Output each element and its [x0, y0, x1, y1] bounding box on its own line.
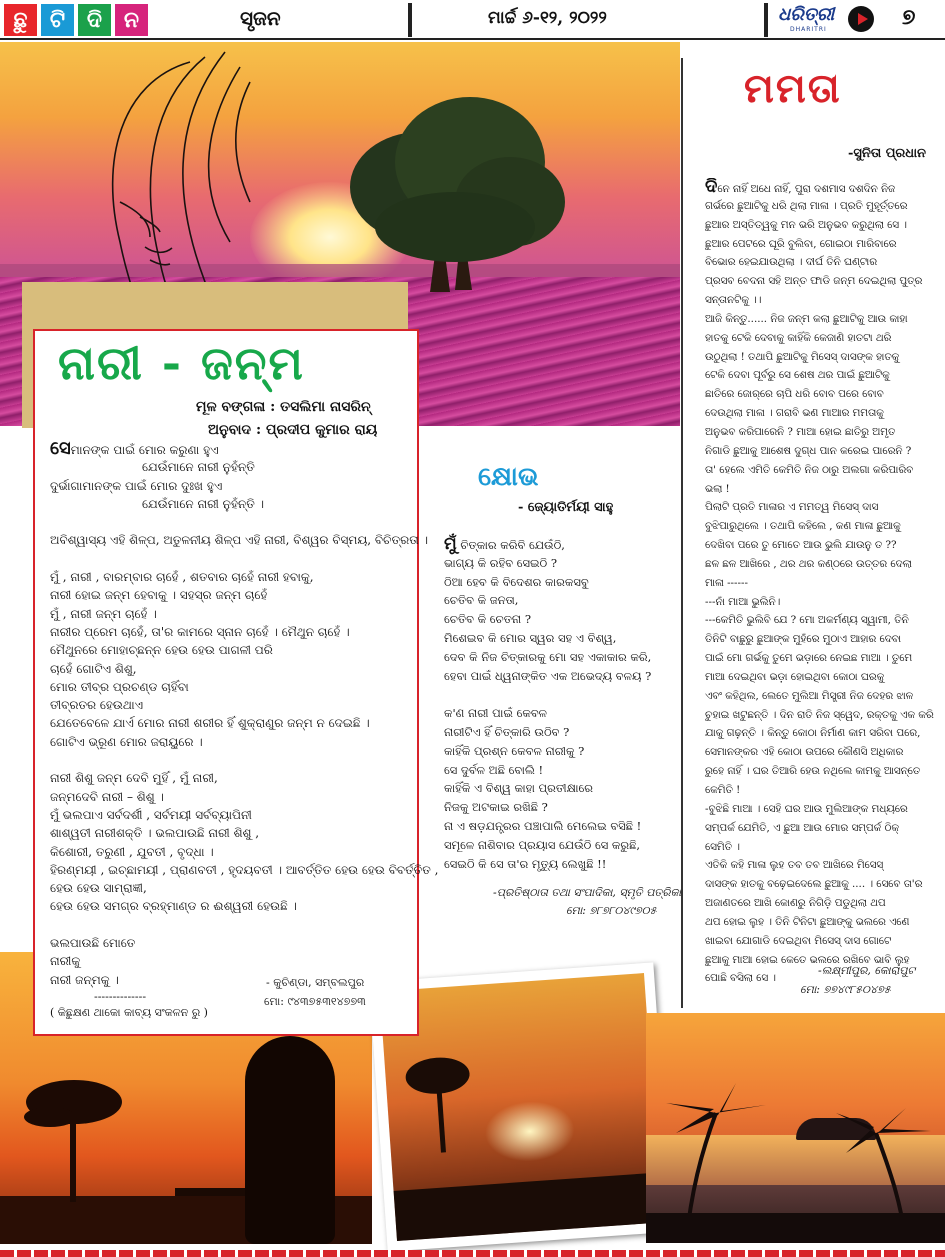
paper-logo: ଧରିତ୍ରୀ — [778, 4, 835, 25]
mid_poem-line-text: କାହିଁକି ଏ ବିଶ୍ୱ କାହା ପ୍ରତୀକ୍ଷାରେ — [444, 781, 593, 796]
stanza-gap — [444, 685, 684, 704]
poem-line-text: ଯେତେବେଳେ ଯାର୍ଏ ମୋର ନାରୀ ଶରୀର ହିଁ ଶୁକ୍ରାଣୁର ଜନ୍ମ ନ ଦେଇଛି । — [50, 716, 370, 731]
mid_poem-line — [444, 723, 684, 742]
story-line-text: ଦାସଙ୍କ ହାତକୁ ବଢ଼େଇଦେଲେ ଛୁଆକୁ .... । ସେବେ ତା'ର — [705, 878, 923, 891]
poem-line-text: ଯେଉଁମାନେ ନାରୀ ନୁହଁନ୍ତି । — [142, 496, 264, 511]
poem-line — [50, 531, 428, 549]
mid_poem-line-text: କାହିଁକି ପ୍ରଶ୍ନ କେବଳ ନାରୀକୁ ? — [444, 743, 585, 758]
story-line — [705, 442, 935, 461]
stanza-gap — [50, 513, 410, 531]
story-line-text: ---ନାଁ ମାଆ ଭୁଲିନି। — [705, 595, 781, 608]
section-label: ସୃଜନ — [240, 6, 281, 30]
poem-line — [50, 843, 410, 861]
poem-line — [50, 623, 410, 641]
mid_poem-line — [444, 798, 684, 817]
poem-line-text: ନାରୀର ପ୍ରେମ ଚାହେଁ, ତା'ର କାମରେ ସ୍ନାନ ଚାହେଁ । ମୈଥୁନ ଚାହେଁ । — [50, 624, 350, 639]
poem-line-text: ହେଉ ହେଉ ସମଗ୍ର ବ୍ରହ୍ମାଣ୍ଡ ର ଈଶ୍ୱରୀ ହେଉଛି । — [50, 899, 297, 914]
stanza-gap — [50, 916, 410, 934]
mid-poem-signature-role: -ପ୍ରତିଷ୍ଠାତା ତଥା ସଂପାଦିକା, ସ୍ମୃତି ପତ୍ରିକା — [493, 886, 682, 899]
story-line — [705, 291, 935, 310]
play-icon — [848, 6, 874, 32]
page-header — [0, 0, 945, 40]
mid_poem-line — [444, 817, 684, 836]
story-line — [705, 574, 935, 593]
poem-line — [50, 714, 410, 732]
mid-poem-body — [444, 535, 684, 873]
poem-line-text: ଜନ୍ମଦେବି ନାରୀ – ଶିଶୁ । — [50, 789, 164, 804]
story-line-text: ରୁହେ ନାହିଁ । ଘର ତିଆରି ହେଉ ନଥିଲେ କାମକୁ ଆସନ୍ତେ — [705, 765, 921, 778]
poem-line — [50, 897, 410, 915]
mid_poem-line — [444, 667, 684, 686]
dancer-silhouette — [245, 1036, 335, 1244]
story-line-text: ଛଳ ଛଳ ଆଖିରେ , ଥର ଥର କଣ୍ଠରେ ଉତ୍ତର ଦେଲା — [705, 557, 912, 570]
original-credit: ମୂଳ ବଙ୍ଗଳା : ତସଲିମା ନାସରିନ୍ — [196, 399, 371, 415]
mid_poem-line — [444, 742, 684, 761]
story-line-text: ତା' ହେଲେ ଏମିତି କେମିତି ନିଜ ଠାରୁ ଅଲଗା କରିପାରିବ — [705, 463, 914, 476]
story-line-text: ସମ୍ପର୍କ ଯେମିତି, ଏ ଛୁଆ ଆଉ ମୋର ସମ୍ପର୍କ ଠିକ୍ — [705, 821, 899, 834]
story-line — [705, 536, 935, 555]
poem-line-text: ନାରୀ ଜନ୍ମକୁ । — [50, 972, 119, 987]
story-line — [705, 197, 935, 216]
stanza-gap — [50, 550, 410, 568]
poem-line — [50, 495, 410, 513]
story-line-text: ---କେମିତି ଭୁଲିବି ଯେ ? ମୋ ଅକର୍ମଣ୍ୟ ସ୍ୱାମୀ, ତିନି — [705, 614, 909, 627]
story-line — [705, 461, 935, 480]
poem-line-text: ନାରୀ ଶିଶୁ ଜନ୍ମ ଦେବି ମୁହିଁ , ମୁଁ ନାରୀ, — [50, 771, 218, 786]
poem-title: ନାରୀ - ଜନ୍ମ — [58, 336, 305, 390]
bench-silhouette — [175, 1188, 253, 1196]
poem-line — [50, 477, 410, 495]
story-line — [705, 178, 935, 197]
poem-line-text: ମୋର ତୀବ୍ର ପ୍ରଚଣ୍ଡ ଚାହିଁବା — [50, 679, 189, 694]
poem-line — [50, 660, 410, 678]
poem-line — [50, 769, 410, 787]
mid_poem-line — [444, 554, 684, 573]
beach-sunset-photo — [646, 1013, 945, 1243]
poem-line — [50, 733, 410, 751]
poem-line — [50, 824, 410, 842]
story-line — [705, 517, 935, 536]
header-divider-right — [764, 3, 768, 37]
story-line-text: ଗର୍ଭରେ ଛୁଆଟିକୁ ଧରି ଥିଲା ମାଳା । ପ୍ରତି ମୁହୂର୍ତ୍ତରେ — [705, 199, 908, 212]
story-line — [705, 555, 935, 574]
story-line — [705, 329, 935, 348]
poem-line — [50, 641, 410, 659]
brand-letter-1: ଛୁ — [13, 7, 28, 33]
story-line-text: ଟେକି ଦେବା ପୂର୍ବରୁ ସେ ଶେଷ ଥର ପାଇଁ ଛୁଆଟିକୁ — [705, 369, 890, 382]
story-signature-phone: ମୋ: ୭୭୪୯୮୫୦୪୭୫ — [800, 983, 891, 996]
story-line — [705, 875, 935, 894]
story-line-text: ଥପ ହୋଇ ଲୁହ । ତିନି ଟିନିଟା ଛୁଆଙ୍କୁ ଭଲରେ ଏଣେ — [705, 915, 910, 928]
story-line — [705, 706, 935, 725]
story-line-text: -ବୁଝିଛି ମାଆ । ସେହି ଘର ଆଉ ମୁଲିଆଙ୍କ ମଧ୍ୟରେ — [705, 802, 908, 815]
mid_poem-line-text: ନା ଏ ଷଡ଼ଯନ୍ତ୍ରର ପଞ୍ଚାପାଲି ମେଲେଇ ବସିଛି ! — [444, 818, 642, 833]
story-line — [705, 649, 935, 668]
story-line-text: ଅଜାଣତରେ ଆଖି କୋଣରୁ ନିଗିଡ଼ି ପଡୁଥିଲା ଥପ — [705, 897, 886, 910]
story-line-text: ତିନିଟି ବାଛୁରୁ ଛୁଆଙ୍କ ମୁହଁରେ ମୁଠାଏ ଆହାର ଦେବା — [705, 633, 902, 646]
brand-tile-4 — [113, 2, 150, 38]
story-line — [705, 762, 935, 781]
mid_poem-line-text: ଠିଆ ହେବ କି ବିଦେଶର କାରକସବୁ — [444, 574, 589, 589]
mid-poem-title: କ୍ଷୋଭ — [478, 462, 539, 492]
story-line-text: ଚୁହାଇ ଖଟୁଛନ୍ତି । ଦିନ ରାତି ନିଜ ସ୍ୱେଦ, ରକ୍ତକୁ ଏକ କରି — [705, 708, 934, 721]
poem-line-text: ହେଉ ହେଉ ସାମ୍ରାଜ୍ଞୀ, — [50, 881, 147, 896]
stanza-gap — [50, 751, 410, 769]
story-line — [705, 366, 935, 385]
poem-line — [50, 806, 410, 824]
poem-line-text: ମୁଁ ଭଲପାଏ ସର୍ବଦର୍ଶୀ , ସର୍ବମୟୀ ସର୍ବବ୍ୟାପିନୀ — [50, 807, 252, 822]
poem-line — [50, 696, 410, 714]
story-line-text: ପ୍ରସବ ବେଦନା ସହି ଅନ୍ତ ଫାଡି ଜନ୍ମ ଦେଇଥିଲା ପୁତ୍ର — [705, 275, 923, 288]
brand-tile-2 — [39, 2, 76, 38]
mid_poem-line-text: ଦେବ କି ନିଜ ଚିତ୍କାରକୁ ମୋ ସହ ଏକାକାର କରି, — [444, 649, 652, 664]
poem-line — [50, 952, 410, 970]
story-line-text: ଛୁଆର ପେଟରେ ଘୂରି ବୁଲିବା, ଗୋଇଠା ମାରିବାରେ — [705, 237, 897, 250]
story-line — [705, 668, 935, 687]
story-line-text: ମାଳା ------ — [705, 576, 748, 589]
poem-line-text: ଭଲପାଉଛି ମୋତେ — [50, 936, 136, 951]
story-line-text: ଏତିକି କହି ମାଳା ଲୁହ ତବ ତବ ଆଖିରେ ମିସେସ୍ — [705, 859, 884, 872]
poem-signature-phone: ମୋ: ୯୪୩୭୫୩୧୪୭୭୩ — [264, 995, 366, 1008]
mid_poem-line-text: କ'ଣ ନାରୀ ପାଇଁ କେବଳ — [444, 706, 547, 721]
story-signature-place: -ଲକ୍ଷ୍ମୀପୁର, କୋରାପୁଟ — [818, 964, 916, 977]
poem-line-text: ଚାହେଁ ଗୋଟିଏ ଶିଶୁ, — [50, 661, 137, 676]
mid_poem-line-text: ହେବା ପାଇଁ ଧ୍ୱନାଙ୍କିତ ଏକ ଅଭେଦ୍ୟ ବଳୟ ? — [444, 668, 652, 683]
poem-line-text: ମୁଁ , ନାରୀ , ବାରମ୍ବାର ଚାହେଁ , ଶତବାର ଚାହେଁ ନାରୀ ହବାକୁ, — [50, 570, 314, 585]
mid_poem-line-text: ସମୂଳେ ନାଶିବାର ପ୍ରୟାସ ଯେଉଁଠି ସେ କରୁଛି, — [444, 837, 641, 852]
story-line-text: ନେ ନାହିଁ ଅଧେ ନାହିଁ, ପୁରା ଦଶମାସ ଦଶଦିନ ନିଜ — [717, 183, 896, 195]
poem-line — [50, 458, 410, 476]
poem-source-note: ( କିଛୁକ୍ଷଣ ଥାକୋ କାବ୍ୟ ସଂକଳନ ରୁ ) — [50, 1006, 208, 1019]
mid_poem-line-text: ଭାଗ୍ୟ କି ରହିବ ସେଇଠି ? — [444, 555, 558, 570]
poem-line-text: ନାରୀ ହୋଇ ଜନ୍ମ ହେବାକୁ । ସହସ୍ର ଜନ୍ମ ଚାହେଁ — [50, 588, 268, 603]
story-line — [705, 216, 935, 235]
mid_poem-line-text: ସେ ଦୁର୍ବଳ ଅଛି ବୋଲି ! — [444, 762, 544, 777]
story-line — [705, 480, 935, 499]
story-line-text: ଉଠୁଥିଲା ! ତଥାପି ଛୁଆଟିକୁ ମିସେସ୍ ଦାସଙ୍କ ହାତକୁ — [705, 350, 900, 363]
story-line — [705, 423, 935, 442]
story-author: -ସୁନିତା ପ୍ରଧାନ — [848, 146, 926, 161]
issue-date: ମାର୍ଚ୍ଚ ୬-୧୨, ୨୦୨୨ — [488, 8, 607, 28]
mid_poem-line — [444, 704, 684, 723]
mid_poem-line — [444, 836, 684, 855]
column-rule — [681, 58, 683, 1008]
story-line-text: ସେମିତି । — [705, 840, 740, 853]
translator-credit: ଅନୁବାଦ : ପ୍ରଦୀପ କୁମାର ରାୟ — [208, 422, 378, 438]
palm-tree-icon — [646, 1013, 945, 1243]
story-line-text: ଛାତିରେ ଜୋର୍‌ରେ ଚାପି ଧରି ବୋବ ପରେ ବୋବ — [705, 388, 884, 401]
poem-line-text: ମୁଁ , ନାରୀ ଜନ୍ମ ଚାହେଁ । — [50, 606, 157, 621]
story-line-text: ପାଇଁ ମୋ ଗର୍ଭକୁ ତୁମେ ଭଡ଼ାରେ ନେଇଛ ମାଆ । ତୁମେ — [705, 652, 913, 665]
brand-tile-3 — [76, 2, 113, 38]
poem-line-text: କିଶୋରୀ, ତରୁଣୀ , ଯୁବତୀ , ବୃଦ୍ଧା । — [50, 844, 214, 859]
poem-line — [50, 586, 410, 604]
poem-line — [50, 568, 410, 586]
poem-line-text: ଶାଶ୍ୱତୀ ନାରୀଶକ୍ତି । ଭଲପାଉଛି ନାରୀ ଶିଶୁ , — [50, 826, 260, 841]
story-line — [705, 630, 935, 649]
poem-line-text: ମାନଙ୍କ ପାଇଁ ମୋର କରୁଣା ହୁଏ — [70, 443, 219, 457]
mid_poem-line-text: ନିଜକୁ ଅଟକାଇ ରଖିଛି ? — [444, 800, 548, 815]
story-line — [705, 611, 935, 630]
poem-line-text: ଯେଉଁମାନେ ନାରୀ ନୁହଁନ୍ତି — [142, 460, 255, 475]
brand-letter-4: ନ — [123, 7, 140, 33]
mid_poem-line — [444, 648, 684, 667]
poem-line-text: ତୀବ୍ରତର ହେଉଥାଏ — [50, 698, 144, 713]
story-line-text: ଦେଖିବା ପରେ ତୁ ମୋତେ ଆଉ ଭୁଲି ଯାଉନୁ ତ ?? — [705, 539, 897, 552]
story-line-text: ଏବଂ କହିଥିଲ, ଲେତେ ମୁଲିଆ ମିସ୍ତ୍ରୀ ନିଜ ଦେହର ଝାଳ — [705, 689, 914, 702]
story-title: ମମତା — [744, 66, 842, 112]
mid_poem-line — [444, 573, 684, 592]
story-line — [705, 385, 935, 404]
page-number: ୭ — [902, 4, 916, 30]
story-line — [705, 743, 935, 762]
mid_poem-line — [444, 779, 684, 798]
story-line — [705, 404, 935, 423]
story-line-text: ଯାକୁ ଗଢ଼ନ୍ତି । କିନ୍ତୁ କୋଠା ନିର୍ମାଣ କାମ ସରିବା ପରେ, — [705, 727, 921, 740]
poem-line — [50, 879, 410, 897]
story-line — [705, 348, 935, 367]
story-line — [705, 724, 935, 743]
mid_poem-line-text: ଚେତିବ କି ଚେତନା ? — [444, 612, 531, 627]
brand-tile-1 — [2, 2, 39, 38]
mid_poem-line-text: ଚେତିବ କି ଜନତା, — [444, 593, 519, 608]
story-line — [705, 310, 935, 329]
poem-line — [50, 934, 410, 952]
brand-letter-2: ଟି — [49, 7, 66, 33]
story-line — [705, 838, 935, 857]
mid_poem-line — [444, 855, 684, 874]
story-line-text: ଭଲା ! — [705, 482, 730, 495]
poem-line-text: ଅବିଶ୍ୱାସ୍ୟ ଏହି ଶିଳ୍ପ, ଅତୁଳନୀୟ ଶିଳ୍ପ ଏହି ନାରୀ, ବିଶ୍ୱର ବିସ୍ମୟ, ବିଚିତ୍ରତା । — [50, 533, 428, 548]
story-line — [705, 781, 935, 800]
story-line-text: ନିଗାଡି ଛୁଆକୁ ଆଶେଷ ଦୁଗ୍ଧ ପାନ କରେଇ ପାରେନି ? — [705, 444, 912, 457]
poem-line — [50, 678, 410, 696]
mid_poem-drop-cap: ମୁଁ — [444, 534, 457, 554]
poem-line-text: ମୈଥୁନରେ ମୋହାଚ୍ଛନ୍ନ ହେଉ ହେଉ ପାଗଳୀ ପରି — [50, 643, 273, 658]
story-line — [705, 932, 935, 951]
mid_poem-line — [444, 591, 684, 610]
story-line — [705, 856, 935, 875]
footer-bar — [0, 1250, 945, 1257]
poem-body — [50, 438, 439, 989]
story-line-text: ବୁଝିପାରୁଥିଲେ । ତଥାପି କହିଲେ , କଣ ମାଳା ଛୁଆକୁ — [705, 520, 901, 533]
mid_poem-line — [444, 629, 684, 648]
story-line-text: ଆଜି କିନ୍ତୁ...... ନିଜ ଜନ୍ମ କଲା ଛୁଆଟିକୁ ଆଉ କାହା — [705, 312, 908, 325]
story-line — [705, 253, 935, 272]
poem-signature-place: - କୁଚିଣ୍ଡା, ସମ୍ବଲପୁର — [266, 976, 365, 989]
mid_poem-line-text: ସେଇଠି କି ସେ ତା'ର ମୃତ୍ୟୁ ଲେଖୁଛି !! — [444, 856, 607, 871]
story-line-text: ମାଆ ଦେଇଥିବା ଭଡ଼ା ହୋଇଥିବା କୋଠା ଘରକୁ — [705, 670, 885, 683]
poem-line-text: ନାରୀକୁ — [50, 954, 81, 969]
poem-line-text: ଦୁର୍ଭାଗାମାନଙ୍କ ପାଇଁ ମୋର ଦୁଃଖ ହୁଏ — [50, 478, 223, 493]
story-line-text: ପିଲାଟି ପ୍ରତି ମାଳାର ଏ ମମତ୍ୱ ମିସେସ୍ ଦାସ — [705, 501, 879, 514]
poem-line — [50, 440, 410, 458]
story-line — [705, 593, 935, 612]
story-body — [705, 178, 935, 988]
lone-tree-icon — [380, 973, 662, 1241]
mid_poem-line-text: ଚିତ୍କାର କରିବି ଯେଉଁଠି, — [456, 538, 565, 552]
story-line — [705, 800, 935, 819]
story-line-text: ବିଭୋର ହେଇଯାଉଥିଲା । ଦୀର୍ଘ ତିନି ଘଣ୍ଟାର — [705, 256, 878, 269]
story-line — [705, 894, 935, 913]
story-line-text: ଖାଇବା ଯୋଗାଡି ଦେଇଥିବା ମିସେସ୍ ଦାସ ଗୋଟେ — [705, 934, 892, 947]
story-line — [705, 498, 935, 517]
poem-line — [50, 788, 410, 806]
story-line — [705, 913, 935, 932]
poem-dash-line: -------------- — [94, 990, 147, 1003]
story-line-text: ଦେଉଥିଲା ମାଳା । ଗରାବି ଭଣ ମାଆର ମମତାକୁ — [705, 407, 884, 420]
story-drop-cap: ଦି — [705, 178, 718, 197]
poem-drop-cap: ସେ — [50, 438, 71, 459]
brand-letter-3: ଦି — [86, 7, 103, 33]
poem-line-text: ଗୋଟିଏ ଭ୍ରୂଣ ମୋର ଜରାୟୁରେ । — [50, 734, 203, 749]
poem-line — [50, 605, 410, 623]
story-line-text: ଛୁଆର ଅସ୍ତିତ୍ୱକୁ ମନ ଭରି ଅନୁଭବ କରୁଥିଲା ସେ । — [705, 218, 907, 231]
poem-line-text: ହିରଣ୍ମୟୀ , ଇଚ୍ଛାମୟୀ , ପ୍ରାଣବତୀ , ହୃଦୟବତୀ । ଆବର୍ତ୍ତିତ ହେଉ ହେଉ ବିବର୍ତ୍ତିତ , — [50, 862, 439, 877]
story-line-text: ପୋଛି ବସିଲା ସେ । — [705, 972, 776, 985]
mid_poem-line — [444, 535, 684, 554]
story-line — [705, 819, 935, 838]
mid_poem-line — [444, 761, 684, 780]
paper-logo-sub: DHARITRI — [790, 26, 827, 33]
header-divider-left — [408, 3, 412, 37]
mid_poem-line-text: ନାରୀଟିଏ ହିଁ ଚିତ୍କାରି ଉଠିବ ? — [444, 724, 570, 739]
mid-poem-signature-phone: ମୋ: ୭୮୭୮୦୪୯୭୦୫ — [566, 904, 657, 917]
story-line-text: ହାତକୁ ଟେକି ଦେବାକୁ କାହିଁକି କେଜାଣି ହାତଟା ଥରି — [705, 331, 892, 344]
story-line — [705, 272, 935, 291]
story-line-text: ଅନୁଭବ କରିପାରେନି ? ମାଆ ହୋଇ ଛାତିରୁ ଅମୃତ — [705, 425, 896, 438]
story-line-text: ସେମାନଙ୍କର ଏହି କୋଠା ଉପରେ କୌଣସି ଅଧିକାର — [705, 746, 904, 759]
story-line-text: କେମିତି ! — [705, 784, 741, 796]
mid-poem-author: - ଜ୍ୟୋତିର୍ମୟୀ ସାହୁ — [518, 500, 614, 515]
story-line-text: ସନ୍ତାନଟିକୁ ।। — [705, 294, 762, 307]
mid_poem-line-text: ମିଶେଇବ କି ମୋର ସ୍ୱର ସହ ଏ ବିଶ୍ୱ, — [444, 630, 617, 645]
sunset-photo-middle-inner — [380, 973, 662, 1241]
mid_poem-line — [444, 610, 684, 629]
poem-line — [50, 861, 439, 879]
story-line-text: ଛୁଆକୁ ମାଆ ହୋଇ କେତେ ଭଲରେ ରଖିବେ ଭାବି ଲୁହ — [705, 953, 910, 966]
story-line — [705, 235, 935, 254]
story-line — [705, 687, 935, 706]
